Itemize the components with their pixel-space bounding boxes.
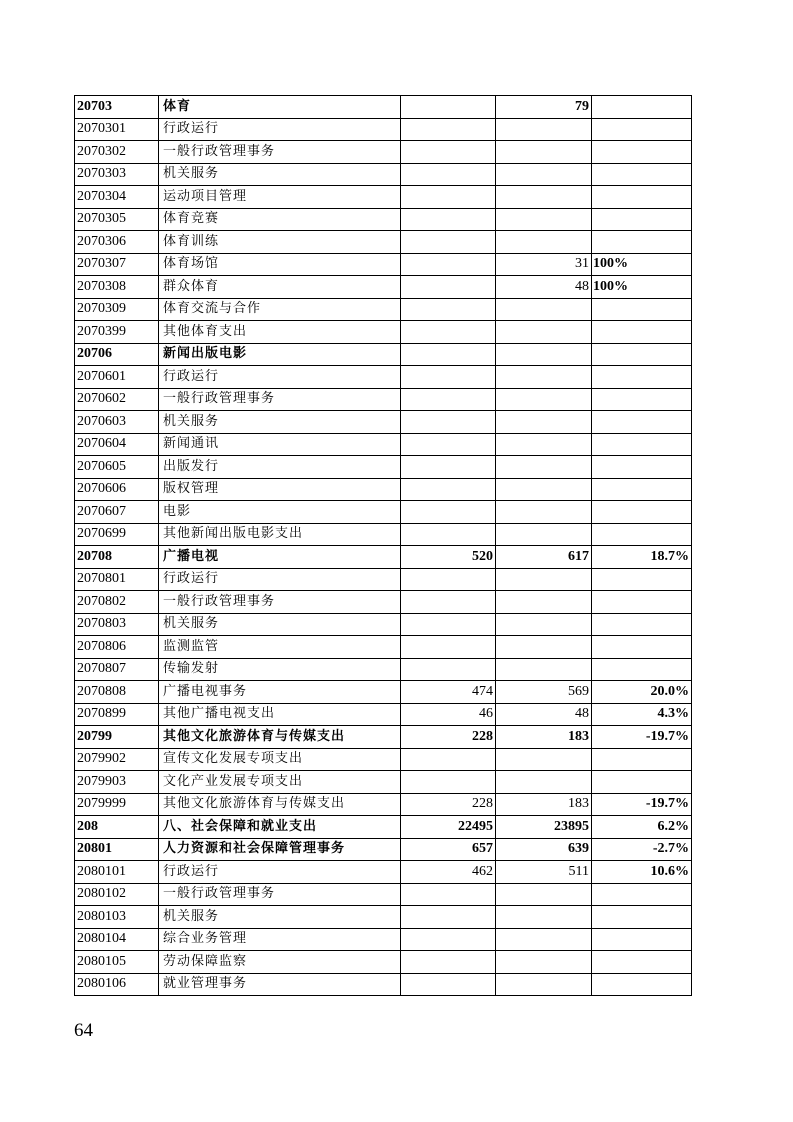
- current-year-cell: 569: [496, 681, 592, 704]
- current-year-cell: [496, 388, 592, 411]
- change-percent-cell: [592, 568, 692, 591]
- change-percent-cell: [592, 883, 692, 906]
- prior-year-cell: [401, 771, 496, 794]
- name-cell: 新闻出版电影: [159, 343, 401, 366]
- prior-year-cell: [401, 321, 496, 344]
- table-row: [75, 208, 692, 231]
- change-percent-cell: -19.7%: [592, 726, 692, 749]
- name-cell: 就业管理事务: [159, 973, 401, 996]
- table-row: [75, 366, 692, 389]
- change-percent-cell: [592, 591, 692, 614]
- name-cell: 人力资源和社会保障管理事务: [159, 838, 401, 861]
- current-year-cell: [496, 636, 592, 659]
- name-cell: 新闻通讯: [159, 433, 401, 456]
- table-row: [75, 96, 692, 119]
- change-percent-cell: [592, 298, 692, 321]
- table-row: [75, 411, 692, 434]
- prior-year-cell: 22495: [401, 816, 496, 839]
- change-percent-cell: [592, 343, 692, 366]
- code-cell: 2070309: [75, 298, 159, 321]
- code-cell: 2070802: [75, 591, 159, 614]
- change-percent-cell: 6.2%: [592, 816, 692, 839]
- table-row: [75, 343, 692, 366]
- current-year-cell: 79: [496, 96, 592, 119]
- code-cell: 2079903: [75, 771, 159, 794]
- code-cell: 2070803: [75, 613, 159, 636]
- current-year-cell: [496, 591, 592, 614]
- code-cell: 2070807: [75, 658, 159, 681]
- name-cell: 其他新闻出版电影支出: [159, 523, 401, 546]
- code-cell: 20799: [75, 726, 159, 749]
- change-percent-cell: [592, 478, 692, 501]
- prior-year-cell: 228: [401, 726, 496, 749]
- code-cell: 2070605: [75, 456, 159, 479]
- table-row: [75, 118, 692, 141]
- current-year-cell: [496, 951, 592, 974]
- current-year-cell: [496, 456, 592, 479]
- table-row: [75, 838, 692, 861]
- prior-year-cell: [401, 906, 496, 929]
- name-cell: 机关服务: [159, 411, 401, 434]
- table-row: [75, 861, 692, 884]
- table-row: [75, 906, 692, 929]
- code-cell: 2080102: [75, 883, 159, 906]
- table-row: [75, 973, 692, 996]
- name-cell: 文化产业发展专项支出: [159, 771, 401, 794]
- prior-year-cell: [401, 748, 496, 771]
- current-year-cell: [496, 141, 592, 164]
- current-year-cell: [496, 366, 592, 389]
- name-cell: 综合业务管理: [159, 928, 401, 951]
- code-cell: 2070305: [75, 208, 159, 231]
- name-cell: 广播电视事务: [159, 681, 401, 704]
- name-cell: 宣传文化发展专项支出: [159, 748, 401, 771]
- table-row: [75, 928, 692, 951]
- prior-year-cell: [401, 928, 496, 951]
- change-percent-cell: [592, 366, 692, 389]
- code-cell: 2070806: [75, 636, 159, 659]
- name-cell: 广播电视: [159, 546, 401, 569]
- table-row: [75, 456, 692, 479]
- prior-year-cell: [401, 163, 496, 186]
- table-row: [75, 276, 692, 299]
- name-cell: 体育: [159, 96, 401, 119]
- name-cell: 一般行政管理事务: [159, 388, 401, 411]
- code-cell: 2079999: [75, 793, 159, 816]
- change-percent-cell: 18.7%: [592, 546, 692, 569]
- prior-year-cell: [401, 523, 496, 546]
- code-cell: 2070602: [75, 388, 159, 411]
- change-percent-cell: [592, 411, 692, 434]
- current-year-cell: [496, 613, 592, 636]
- current-year-cell: [496, 748, 592, 771]
- prior-year-cell: [401, 298, 496, 321]
- current-year-cell: [496, 906, 592, 929]
- table-row: [75, 163, 692, 186]
- name-cell: 机关服务: [159, 906, 401, 929]
- current-year-cell: 48: [496, 276, 592, 299]
- code-cell: 2070699: [75, 523, 159, 546]
- current-year-cell: [496, 208, 592, 231]
- prior-year-cell: [401, 613, 496, 636]
- name-cell: 体育竞赛: [159, 208, 401, 231]
- page-number: 64: [74, 1020, 93, 1041]
- table-row: [75, 186, 692, 209]
- code-cell: 2070302: [75, 141, 159, 164]
- change-percent-cell: [592, 613, 692, 636]
- prior-year-cell: [401, 366, 496, 389]
- current-year-cell: 31: [496, 253, 592, 276]
- change-percent-cell: [592, 973, 692, 996]
- name-cell: 群众体育: [159, 276, 401, 299]
- current-year-cell: 48: [496, 703, 592, 726]
- change-percent-cell: [592, 523, 692, 546]
- current-year-cell: [496, 321, 592, 344]
- current-year-cell: [496, 118, 592, 141]
- prior-year-cell: [401, 208, 496, 231]
- current-year-cell: [496, 298, 592, 321]
- change-percent-cell: [592, 928, 692, 951]
- table-row: [75, 433, 692, 456]
- prior-year-cell: 228: [401, 793, 496, 816]
- name-cell: 其他文化旅游体育与传媒支出: [159, 726, 401, 749]
- change-percent-cell: [592, 231, 692, 254]
- table-row: [75, 748, 692, 771]
- code-cell: 2070304: [75, 186, 159, 209]
- change-percent-cell: [592, 636, 692, 659]
- table-row: [75, 523, 692, 546]
- code-cell: 2070899: [75, 703, 159, 726]
- table-row: [75, 726, 692, 749]
- table-row: [75, 951, 692, 974]
- name-cell: 运动项目管理: [159, 186, 401, 209]
- name-cell: 出版发行: [159, 456, 401, 479]
- table-row: [75, 816, 692, 839]
- code-cell: 2080101: [75, 861, 159, 884]
- code-cell: 20801: [75, 838, 159, 861]
- current-year-cell: [496, 186, 592, 209]
- name-cell: 劳动保障监察: [159, 951, 401, 974]
- change-percent-cell: [592, 208, 692, 231]
- prior-year-cell: [401, 478, 496, 501]
- prior-year-cell: 657: [401, 838, 496, 861]
- change-percent-cell: 100%: [592, 276, 692, 299]
- code-cell: 2070303: [75, 163, 159, 186]
- prior-year-cell: 520: [401, 546, 496, 569]
- prior-year-cell: [401, 388, 496, 411]
- prior-year-cell: [401, 433, 496, 456]
- prior-year-cell: [401, 411, 496, 434]
- table-row: [75, 253, 692, 276]
- prior-year-cell: [401, 568, 496, 591]
- change-percent-cell: [592, 771, 692, 794]
- current-year-cell: 183: [496, 793, 592, 816]
- prior-year-cell: 474: [401, 681, 496, 704]
- table-row: [75, 793, 692, 816]
- prior-year-cell: [401, 343, 496, 366]
- name-cell: 一般行政管理事务: [159, 883, 401, 906]
- change-percent-cell: [592, 658, 692, 681]
- code-cell: 20703: [75, 96, 159, 119]
- name-cell: 行政运行: [159, 118, 401, 141]
- current-year-cell: [496, 883, 592, 906]
- change-percent-cell: [592, 186, 692, 209]
- current-year-cell: [496, 163, 592, 186]
- current-year-cell: [496, 523, 592, 546]
- code-cell: 2070306: [75, 231, 159, 254]
- change-percent-cell: 100%: [592, 253, 692, 276]
- name-cell: 行政运行: [159, 568, 401, 591]
- current-year-cell: [496, 501, 592, 524]
- change-percent-cell: -2.7%: [592, 838, 692, 861]
- name-cell: 其他文化旅游体育与传媒支出: [159, 793, 401, 816]
- table-row: [75, 546, 692, 569]
- code-cell: 2070603: [75, 411, 159, 434]
- prior-year-cell: [401, 973, 496, 996]
- current-year-cell: [496, 771, 592, 794]
- table-row: [75, 883, 692, 906]
- current-year-cell: [496, 658, 592, 681]
- change-percent-cell: [592, 96, 692, 119]
- code-cell: 2070606: [75, 478, 159, 501]
- prior-year-cell: [401, 501, 496, 524]
- code-cell: 2070601: [75, 366, 159, 389]
- code-cell: 2070308: [75, 276, 159, 299]
- code-cell: 2079902: [75, 748, 159, 771]
- change-percent-cell: [592, 433, 692, 456]
- change-percent-cell: [592, 951, 692, 974]
- name-cell: 传输发射: [159, 658, 401, 681]
- change-percent-cell: -19.7%: [592, 793, 692, 816]
- name-cell: 体育训练: [159, 231, 401, 254]
- prior-year-cell: [401, 186, 496, 209]
- prior-year-cell: 462: [401, 861, 496, 884]
- table-row: [75, 658, 692, 681]
- change-percent-cell: [592, 388, 692, 411]
- prior-year-cell: [401, 591, 496, 614]
- prior-year-cell: [401, 253, 496, 276]
- prior-year-cell: [401, 118, 496, 141]
- change-percent-cell: 10.6%: [592, 861, 692, 884]
- prior-year-cell: [401, 951, 496, 974]
- current-year-cell: 639: [496, 838, 592, 861]
- name-cell: 监测监管: [159, 636, 401, 659]
- code-cell: 2080103: [75, 906, 159, 929]
- name-cell: 版权管理: [159, 478, 401, 501]
- change-percent-cell: [592, 141, 692, 164]
- current-year-cell: [496, 343, 592, 366]
- current-year-cell: 183: [496, 726, 592, 749]
- table-row: [75, 613, 692, 636]
- code-cell: 208: [75, 816, 159, 839]
- change-percent-cell: [592, 906, 692, 929]
- name-cell: 其他广播电视支出: [159, 703, 401, 726]
- current-year-cell: [496, 973, 592, 996]
- code-cell: 2070808: [75, 681, 159, 704]
- budget-table: [74, 95, 692, 996]
- current-year-cell: [496, 928, 592, 951]
- code-cell: 2080105: [75, 951, 159, 974]
- name-cell: 机关服务: [159, 613, 401, 636]
- change-percent-cell: [592, 501, 692, 524]
- current-year-cell: [496, 478, 592, 501]
- name-cell: 八、社会保障和就业支出: [159, 816, 401, 839]
- prior-year-cell: [401, 276, 496, 299]
- code-cell: 2080106: [75, 973, 159, 996]
- change-percent-cell: [592, 456, 692, 479]
- name-cell: 其他体育支出: [159, 321, 401, 344]
- name-cell: 一般行政管理事务: [159, 141, 401, 164]
- current-year-cell: 617: [496, 546, 592, 569]
- table-row: [75, 321, 692, 344]
- code-cell: 2070607: [75, 501, 159, 524]
- prior-year-cell: [401, 96, 496, 119]
- code-cell: 2080104: [75, 928, 159, 951]
- code-cell: 2070301: [75, 118, 159, 141]
- prior-year-cell: [401, 636, 496, 659]
- change-percent-cell: 4.3%: [592, 703, 692, 726]
- prior-year-cell: [401, 658, 496, 681]
- current-year-cell: [496, 231, 592, 254]
- code-cell: 2070307: [75, 253, 159, 276]
- code-cell: 20708: [75, 546, 159, 569]
- table-row: [75, 388, 692, 411]
- prior-year-cell: [401, 141, 496, 164]
- table-row: [75, 141, 692, 164]
- name-cell: 一般行政管理事务: [159, 591, 401, 614]
- current-year-cell: 511: [496, 861, 592, 884]
- table-row: [75, 703, 692, 726]
- change-percent-cell: [592, 163, 692, 186]
- name-cell: 体育交流与合作: [159, 298, 401, 321]
- table-row: [75, 568, 692, 591]
- current-year-cell: [496, 568, 592, 591]
- name-cell: 行政运行: [159, 366, 401, 389]
- current-year-cell: 23895: [496, 816, 592, 839]
- table-row: [75, 501, 692, 524]
- table-row: [75, 681, 692, 704]
- table-body: [75, 96, 692, 996]
- change-percent-cell: [592, 118, 692, 141]
- name-cell: 电影: [159, 501, 401, 524]
- prior-year-cell: 46: [401, 703, 496, 726]
- name-cell: 行政运行: [159, 861, 401, 884]
- change-percent-cell: [592, 321, 692, 344]
- table-row: [75, 298, 692, 321]
- prior-year-cell: [401, 231, 496, 254]
- table-row: [75, 636, 692, 659]
- prior-year-cell: [401, 883, 496, 906]
- table-row: [75, 478, 692, 501]
- table-row: [75, 231, 692, 254]
- code-cell: 2070604: [75, 433, 159, 456]
- code-cell: 2070399: [75, 321, 159, 344]
- table-row: [75, 771, 692, 794]
- prior-year-cell: [401, 456, 496, 479]
- code-cell: 20706: [75, 343, 159, 366]
- table-row: [75, 591, 692, 614]
- change-percent-cell: [592, 748, 692, 771]
- code-cell: 2070801: [75, 568, 159, 591]
- name-cell: 机关服务: [159, 163, 401, 186]
- change-percent-cell: 20.0%: [592, 681, 692, 704]
- current-year-cell: [496, 411, 592, 434]
- current-year-cell: [496, 433, 592, 456]
- name-cell: 体育场馆: [159, 253, 401, 276]
